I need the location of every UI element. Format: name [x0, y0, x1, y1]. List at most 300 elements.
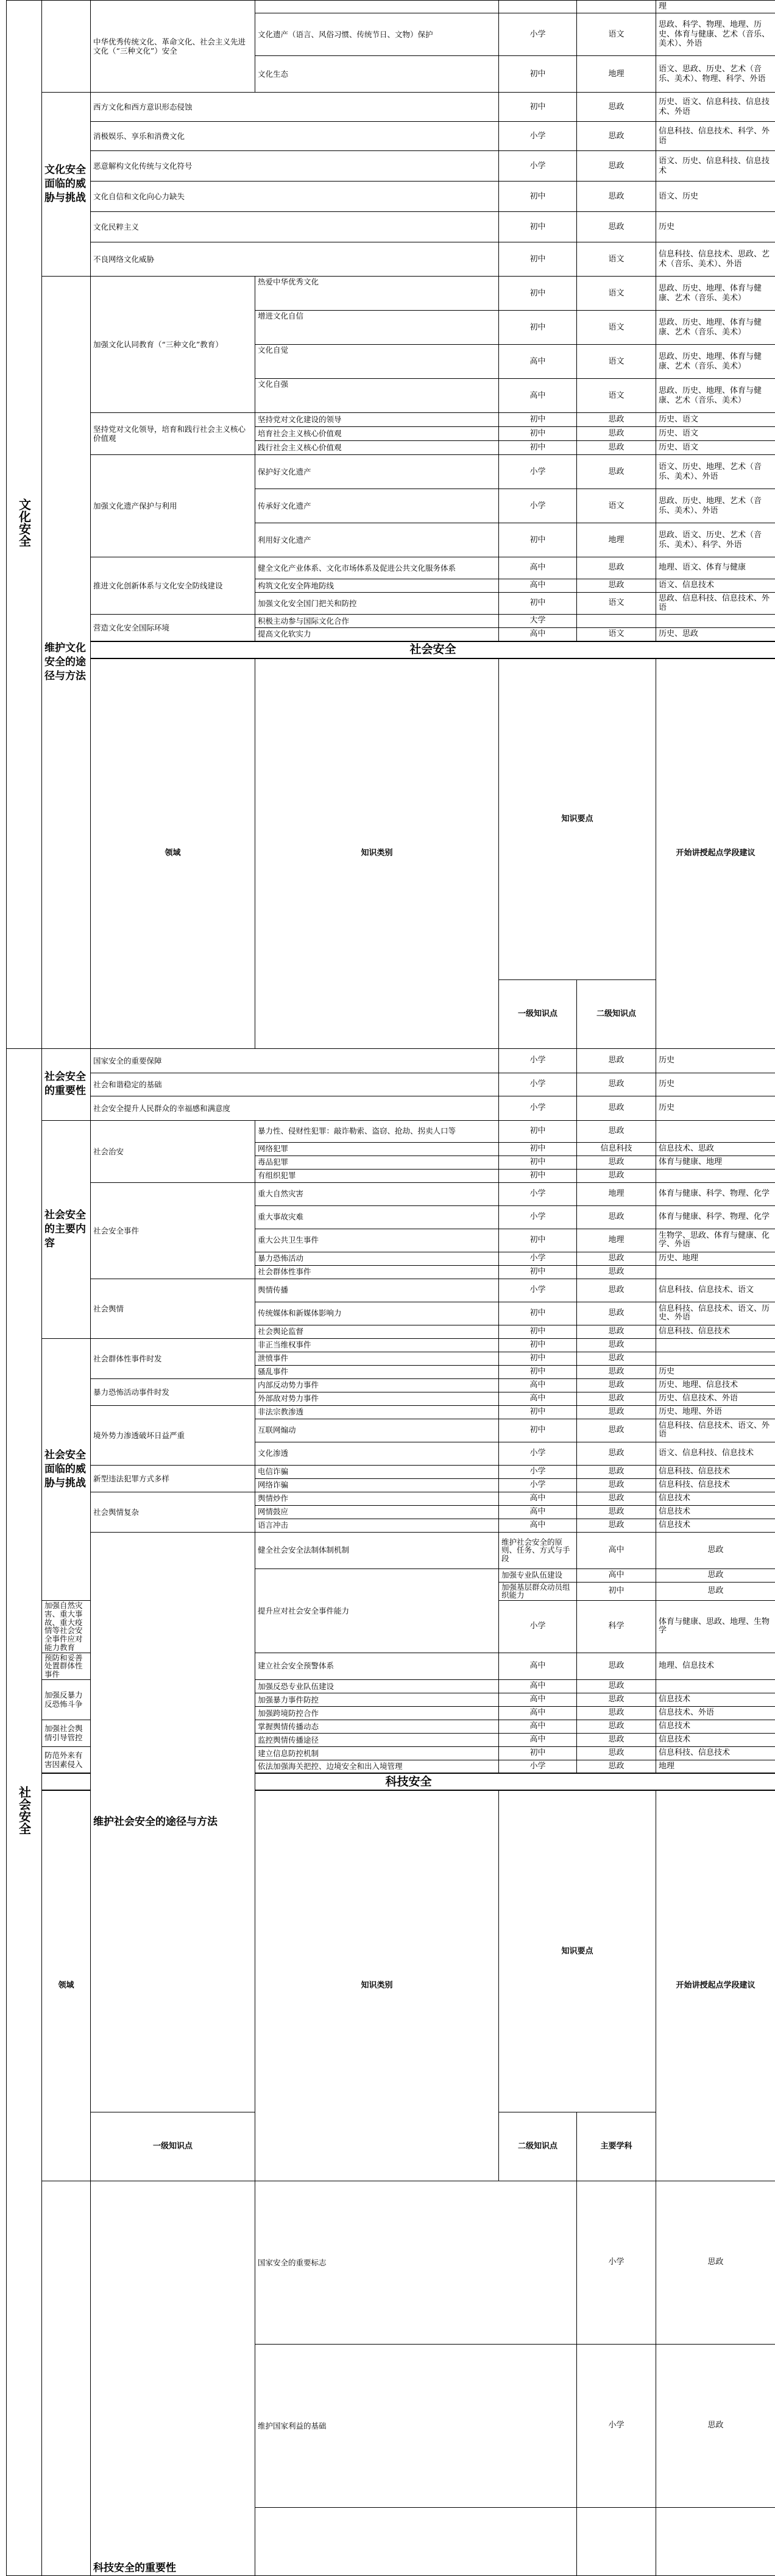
main-subject-cell: 思政: [656, 2181, 775, 2344]
category-cell: 维护社会安全的途径与方法: [91, 1532, 255, 2112]
main-subject-cell: 思政: [577, 1365, 656, 1378]
l1-cell: 文化民粹主义: [91, 212, 499, 242]
l2-cell: 掌握舆情传播动态: [255, 1720, 499, 1733]
l1-cell: 新型违法犯罪方式多样: [91, 1465, 255, 1492]
all-subject-cell: [656, 1169, 775, 1182]
stage-cell: 高中: [499, 1653, 577, 1679]
main-subject-cell: 语文: [577, 242, 656, 277]
main-subject-cell: 地理: [577, 56, 656, 93]
l2-cell: 网情鼓应: [255, 1505, 499, 1519]
stage-cell: 小学: [499, 455, 577, 489]
all-subject-cell: 信息科技、信息技术: [656, 1325, 775, 1338]
all-subject-cell: 历史、语文、信息科技、信息技术、外语: [656, 93, 775, 122]
stage-cell: 初中: [499, 427, 577, 441]
l2-cell: 加强反恐专业队伍建设: [255, 1679, 499, 1693]
stage-cell: 小学: [499, 1465, 577, 1478]
all-subject-cell: 历史: [656, 1073, 775, 1096]
l2-cell: 网络诈骗: [255, 1478, 499, 1492]
header-level2: 二级知识点: [499, 2112, 577, 2181]
main-subject-cell: 语文: [577, 277, 656, 311]
main-subject-cell: 思政: [577, 1679, 656, 1693]
all-subject-cell: [656, 1265, 775, 1279]
header-category: 知识类别: [255, 1790, 499, 2181]
main-subject-cell: 思政: [577, 1519, 656, 1532]
main-subject-cell: 语文: [577, 593, 656, 615]
l1-cell: 预防和妥善处置群体性事件: [42, 1653, 91, 1679]
main-subject-cell: 思政: [577, 1205, 656, 1229]
l2-cell: 监控舆情传播途径: [255, 1733, 499, 1746]
stage-cell: 小学: [499, 122, 577, 151]
l1-cell: 社会舆情: [91, 1279, 255, 1338]
stage-cell: 小学: [499, 1760, 577, 1773]
l1-cell: 坚持党对文化领导，培育和践行社会主义核心价值观: [91, 413, 255, 455]
main-subject-cell: 科学: [577, 1601, 656, 1653]
l2-cell: [255, 1, 499, 13]
l1-cell: 境外势力渗透破坏日益严重: [91, 1405, 255, 1465]
main-subject-cell: [577, 615, 656, 628]
stage-cell: 高中: [499, 628, 577, 641]
stage-cell: 初中: [499, 242, 577, 277]
stage-cell: 小学: [499, 1442, 577, 1465]
l1-cell: 维护国家利益的基础: [255, 2344, 577, 2507]
l2-cell: 文化自强: [255, 379, 499, 413]
l2-cell: 互联网煽动: [255, 1419, 499, 1442]
main-subject-cell: 思政: [577, 1505, 656, 1519]
stage-cell: 小学: [577, 2344, 656, 2507]
stage-cell: 小学: [499, 1478, 577, 1492]
all-subject-cell: 历史: [656, 1096, 775, 1120]
all-subject-cell: 思政、信息科技、信息技术、外语: [656, 593, 775, 615]
l2-cell: 舆情炒作: [255, 1492, 499, 1505]
all-subject-cell: 语文、信息技术: [656, 579, 775, 593]
stage-cell: 小学: [499, 1182, 577, 1205]
l2-cell: 构筑文化安全阵地防线: [255, 579, 499, 593]
all-subject-cell: 历史: [656, 212, 775, 242]
stage-cell: [577, 2507, 656, 2575]
category-cell: 社会安全的主要内容: [42, 1120, 91, 1338]
stage-cell: 高中: [499, 1392, 577, 1405]
all-subject-cell: 理: [656, 1, 775, 13]
all-subject-cell: 历史、语文: [656, 413, 775, 427]
main-subject-cell: 思政: [577, 1465, 656, 1478]
stage-cell: 小学: [577, 2181, 656, 2344]
header-stage: 开始讲授起点学段建议: [656, 1790, 775, 2181]
stage-cell: 初中: [499, 1120, 577, 1142]
all-subject-cell: 信息技术: [656, 1519, 775, 1532]
main-subject-cell: 地理: [577, 1182, 656, 1205]
stage-cell: 小学: [499, 13, 577, 56]
stage-cell: 小学: [499, 1073, 577, 1096]
header-points: 知识要点: [499, 658, 656, 980]
l2-cell: 骚乱事件: [255, 1365, 499, 1378]
l2-cell: 提高文化软实力: [255, 628, 499, 641]
l2-cell: 维护社会安全的原则、任务、方式与手段: [499, 1532, 577, 1569]
main-subject-cell: 思政: [577, 1279, 656, 1302]
all-subject-cell: 信息技术、思政: [656, 1142, 775, 1156]
l1-cell: 国家安全的重要标志: [255, 2181, 577, 2344]
all-subject-cell: [656, 1338, 775, 1352]
stage-cell: 初中: [499, 56, 577, 93]
main-subject-cell: 思政: [577, 1378, 656, 1392]
all-subject-cell: 体育与健康、地理: [656, 1156, 775, 1169]
stage-cell: 初中: [499, 311, 577, 345]
section-title: 社会安全: [91, 641, 775, 658]
l2-cell: 舆情传播: [255, 1279, 499, 1302]
all-subject-cell: 地理、语文、体育与健康: [656, 557, 775, 579]
all-subject-cell: 语文、信息科技、信息技术: [656, 1442, 775, 1465]
all-subject-cell: 语文、历史: [656, 182, 775, 212]
l2-cell: 加强基层群众动员组织能力: [499, 1582, 577, 1601]
main-subject-cell: 思政: [577, 455, 656, 489]
l2-cell: 非法宗教渗透: [255, 1405, 499, 1419]
l1-cell: 中华优秀传统文化、革命文化、社会主义先进文化（“三种文化”）安全: [91, 1, 255, 93]
all-subject-cell: 思政、历史、地理、体育与健康、艺术（音乐、美术）: [656, 277, 775, 311]
main-subject-cell: 语文: [577, 628, 656, 641]
l2-cell: 热爱中华优秀文化: [255, 277, 499, 311]
l2-cell: 传统媒体和新媒体影响力: [255, 1302, 499, 1325]
all-subject-cell: 生物学、思政、体育与健康、化学、外语: [656, 1229, 775, 1252]
l1-cell: 健全社会安全法制体制机制: [255, 1532, 499, 1569]
l2-cell: 利用好文化遗产: [255, 523, 499, 557]
stage-cell: 高中: [499, 1706, 577, 1720]
domain-culture: [7, 1, 42, 1049]
stage-cell: 高中: [499, 557, 577, 579]
stage-cell: 高中: [499, 579, 577, 593]
category-cell: 科技安全的重要性: [91, 2181, 255, 2575]
stage-cell: 小学: [499, 489, 577, 523]
l2-cell: 加强跨境防控合作: [255, 1706, 499, 1720]
stage-cell: 高中: [499, 1378, 577, 1392]
l2-cell: 内部反动势力事件: [255, 1378, 499, 1392]
l2-cell: 践行社会主义核心价值观: [255, 441, 499, 455]
main-subject-cell: 思政: [577, 1252, 656, 1265]
category-cell: [42, 1, 91, 93]
all-subject-cell: 语文、思政、历史、艺术（音乐、美术）、物理、科学、外语: [656, 56, 775, 93]
category-cell: 文化安全面临的威胁与挑战: [42, 93, 91, 277]
l2-cell: 建立社会安全预警体系: [255, 1653, 499, 1679]
all-subject-cell: 信息技术: [656, 1720, 775, 1733]
l2-cell: 保护好文化遗产: [255, 455, 499, 489]
header-level1: 一级知识点: [499, 980, 577, 1048]
all-subject-cell: 历史、思政: [656, 628, 775, 641]
l2-cell: 增进文化自信: [255, 311, 499, 345]
main-subject-cell: 思政: [577, 1733, 656, 1746]
main-subject-cell: 思政: [577, 1706, 656, 1720]
l2-cell: 重大公共卫生事件: [255, 1229, 499, 1252]
stage-cell: 高中: [499, 1720, 577, 1733]
all-subject-cell: 信息技术: [656, 1733, 775, 1746]
header-domain: 领域: [91, 658, 255, 1049]
l2-cell: 电信诈骗: [255, 1465, 499, 1478]
l2-cell: 培育社会主义核心价值观: [255, 427, 499, 441]
stage-cell: 初中: [499, 1365, 577, 1378]
main-subject-cell: 思政: [577, 1265, 656, 1279]
main-subject-cell: 思政: [577, 1325, 656, 1338]
l2-cell: 加强文化安全国门把关和防控: [255, 593, 499, 615]
l1-cell: 营造文化安全国际环境: [91, 615, 255, 641]
main-subject-cell: [656, 2507, 775, 2575]
header-category: 知识类别: [255, 658, 499, 1049]
l2-cell: 加强专业队伍建设: [499, 1569, 577, 1582]
all-subject-cell: [656, 615, 775, 628]
main-subject-cell: 思政: [577, 1419, 656, 1442]
all-subject-cell: 信息科技、信息技术、语文、外语: [656, 1419, 775, 1442]
main-subject-cell: 思政: [577, 1096, 656, 1120]
all-subject-cell: [656, 1679, 775, 1693]
l2-cell: 外部敌对势力事件: [255, 1392, 499, 1405]
domain-label: 文化安全: [16, 498, 32, 547]
l1-cell: 社会和谐稳定的基础: [91, 1073, 499, 1096]
stage-cell: 高中: [499, 1679, 577, 1693]
main-subject-cell: 思政: [577, 1478, 656, 1492]
main-subject-cell: 思政: [577, 1760, 656, 1773]
category-cell: 社会安全的重要性: [42, 1048, 91, 1120]
l1-cell: 社会安全事件: [91, 1182, 255, 1279]
main-subject-cell: 思政: [577, 1156, 656, 1169]
all-subject-cell: 历史、地理、信息技术: [656, 1378, 775, 1392]
l1-cell: 消极娱乐、享乐和消费文化: [91, 122, 499, 151]
stage-cell: 初中: [499, 93, 577, 122]
stage-cell: 小学: [499, 1205, 577, 1229]
l1-cell: 社会舆情复杂: [91, 1492, 255, 1532]
l1-cell: 加强文化认同教育（“三种文化”教育）: [91, 277, 255, 413]
l1-cell: 国家安全的重要保障: [91, 1048, 499, 1073]
all-subject-cell: 历史、地理、外语: [656, 1405, 775, 1419]
l1-cell: 社会治安: [91, 1120, 255, 1182]
main-subject-cell: 思政: [577, 557, 656, 579]
l2-cell: 暴力性、侵财性犯罪：敲诈勒索、盗窃、抢劫、拐卖人口等: [255, 1120, 499, 1142]
stage-cell: 初中: [499, 1419, 577, 1442]
header-domain: 领域: [42, 1790, 91, 2181]
all-subject-cell: 思政、语文、历史、艺术（音乐、美术）、科学、外语: [656, 523, 775, 557]
stage-cell: 初中: [499, 413, 577, 427]
all-subject-cell: 信息技术: [656, 1693, 775, 1706]
all-subject-cell: 信息技术: [656, 1492, 775, 1505]
all-subject-cell: [656, 1352, 775, 1365]
stage-cell: 初中: [577, 1582, 656, 1601]
stage-cell: 高中: [499, 1492, 577, 1505]
all-subject-cell: 信息科技、信息技术: [656, 1465, 775, 1478]
header-stage: 开始讲授起点学段建议: [656, 658, 775, 1049]
l2-cell: 文化生态: [255, 56, 499, 93]
stage-cell: 初中: [499, 523, 577, 557]
l1-cell: 加强文化遗产保护与利用: [91, 455, 255, 557]
all-subject-cell: 信息科技、信息技术、科学、外语: [656, 122, 775, 151]
stage-cell: 高中: [499, 1693, 577, 1706]
l2-cell: 非正当维权事件: [255, 1338, 499, 1352]
main-subject-cell: 思政: [577, 1338, 656, 1352]
main-subject-cell: 思政: [577, 212, 656, 242]
category-cell: 维护文化安全的途径与方法: [42, 277, 91, 1049]
all-subject-cell: 历史、信息技术、外语: [656, 1392, 775, 1405]
main-subject-cell: 思政: [656, 1532, 775, 1569]
l2-cell: 毒品犯罪: [255, 1156, 499, 1169]
l1-cell: 防范外来有害因素侵入: [42, 1746, 91, 1773]
main-subject-cell: 语文: [577, 379, 656, 413]
stage-cell: 初中: [499, 1746, 577, 1760]
stage-cell: 初中: [499, 1338, 577, 1352]
main-subject-cell: 思政: [577, 1352, 656, 1365]
l2-cell: 加强暴力事件防控: [255, 1693, 499, 1706]
all-subject-cell: 历史、语文: [656, 441, 775, 455]
l1-cell: 恶意解构文化传统与文化符号: [91, 151, 499, 182]
all-subject-cell: 地理、信息技术: [656, 1653, 775, 1679]
l2-cell: 社会舆论监督: [255, 1325, 499, 1338]
stage-cell: 高中: [499, 345, 577, 379]
main-subject-cell: [577, 1, 656, 13]
l2-cell: 暴力恐怖活动: [255, 1252, 499, 1265]
l2-cell: 建立信息防控机制: [255, 1746, 499, 1760]
all-subject-cell: 体育与健康、思政、地理、生物学: [656, 1601, 775, 1653]
stage-cell: 小学: [499, 1252, 577, 1265]
all-subject-cell: 体育与健康、科学、物理、化学: [656, 1205, 775, 1229]
main-subject-cell: 思政: [656, 1582, 775, 1601]
main-subject-cell: 思政: [577, 441, 656, 455]
main-subject-cell: 思政: [577, 579, 656, 593]
l2-cell: 有组织犯罪: [255, 1169, 499, 1182]
l2-cell: 积极主动参与国际文化合作: [255, 615, 499, 628]
main-subject-cell: 思政: [577, 1693, 656, 1706]
stage-cell: 小学: [499, 1279, 577, 1302]
main-subject-cell: 思政: [577, 1302, 656, 1325]
main-subject-cell: 思政: [577, 122, 656, 151]
stage-cell: 高中: [577, 1569, 656, 1582]
all-subject-cell: 思政、历史、地理、艺术（音乐、美术）、外语: [656, 489, 775, 523]
l2-cell: 坚持党对文化建设的领导: [255, 413, 499, 427]
header-main: 主要学科: [577, 2112, 656, 2181]
stage-cell: 初中: [499, 1352, 577, 1365]
all-subject-cell: 信息科技、信息技术: [656, 1478, 775, 1492]
all-subject-cell: 语文、历史、信息科技、信息技术: [656, 151, 775, 182]
l2-cell: 文化遗产（语言、风俗习惯、传统节日、文物）保护: [255, 13, 499, 56]
l2-cell: 语言冲击: [255, 1519, 499, 1532]
stage-cell: 初中: [499, 1229, 577, 1252]
stage-cell: 小学: [499, 1096, 577, 1120]
all-subject-cell: 信息科技、信息技术、语文: [656, 1279, 775, 1302]
l2-cell: 文化自觉: [255, 345, 499, 379]
l2-cell: 传承好文化遗产: [255, 489, 499, 523]
main-subject-cell: 思政: [577, 1746, 656, 1760]
stage-cell: 初中: [499, 1302, 577, 1325]
l1-cell: 推进文化创新体系与文化安全防线建设: [91, 557, 255, 615]
all-subject-cell: 历史: [656, 1365, 775, 1378]
l2-cell: 重大事故灾难: [255, 1205, 499, 1229]
main-subject-cell: 思政: [577, 182, 656, 212]
l1-cell: 不良网络文化威胁: [91, 242, 499, 277]
main-subject-cell: 思政: [577, 1120, 656, 1142]
stage-cell: 初中: [499, 1325, 577, 1338]
all-subject-cell: 地理: [656, 1760, 775, 1773]
main-subject-cell: 思政: [656, 2344, 775, 2507]
stage-cell: 小学: [499, 1601, 577, 1653]
stage-cell: 初中: [499, 441, 577, 455]
stage-cell: 初中: [499, 1265, 577, 1279]
header-level1: 一级知识点: [91, 2112, 255, 2181]
main-subject-cell: 思政: [577, 413, 656, 427]
l1-cell: 加强社会舆情引导管控: [42, 1720, 91, 1746]
stage-cell: 初中: [499, 1169, 577, 1182]
l2-cell: 网络犯罪: [255, 1142, 499, 1156]
main-subject-cell: 语文: [577, 489, 656, 523]
all-subject-cell: 思政、历史、地理、体育与健康、艺术（音乐、美术）: [656, 345, 775, 379]
main-subject-cell: 思政: [656, 1569, 775, 1582]
main-subject-cell: 思政: [577, 93, 656, 122]
all-subject-cell: 思政、历史、地理、体育与健康、艺术（音乐、美术）: [656, 311, 775, 345]
all-subject-cell: 历史、语文: [656, 427, 775, 441]
all-subject-cell: 信息科技、信息技术: [656, 1746, 775, 1760]
all-subject-cell: 信息技术: [656, 1505, 775, 1519]
domain-tech: [42, 2181, 91, 2575]
main-subject-cell: 思政: [577, 1048, 656, 1073]
all-subject-cell: 历史: [656, 1048, 775, 1073]
stage-cell: 高中: [499, 379, 577, 413]
stage-cell: 初中: [499, 1142, 577, 1156]
l2-cell: 依法加强海关把控、边境安全和出入境管理: [255, 1760, 499, 1773]
main-subject-cell: 思政: [577, 1442, 656, 1465]
knowledge-table: [6, 0, 775, 2576]
l1-cell: 西方文化和西方意识形态侵蚀: [91, 93, 499, 122]
l2-cell: 文化渗透: [255, 1442, 499, 1465]
main-subject-cell: 思政: [577, 1653, 656, 1679]
l2-cell: 社会群体性事件: [255, 1265, 499, 1279]
main-subject-cell: 思政: [577, 1169, 656, 1182]
all-subject-cell: [656, 1120, 775, 1142]
stage-cell: 初中: [499, 182, 577, 212]
l1-cell: [255, 2507, 577, 2575]
stage-cell: 初中: [499, 1405, 577, 1419]
stage-cell: 初中: [499, 212, 577, 242]
main-subject-cell: 思政: [577, 1073, 656, 1096]
stage-cell: 小学: [499, 1048, 577, 1073]
stage-cell: 初中: [499, 277, 577, 311]
stage-cell: 大学: [499, 615, 577, 628]
l1-cell: 暴力恐怖活动事件时发: [91, 1378, 255, 1405]
l1-cell: 加强反暴力反恐怖斗争: [42, 1679, 91, 1720]
l1-cell: 社会安全提升人民群众的幸福感和满意度: [91, 1096, 499, 1120]
l1-cell: 文化自信和文化向心力缺失: [91, 182, 499, 212]
stage-cell: [499, 1, 577, 13]
stage-cell: 高中: [499, 1733, 577, 1746]
main-subject-cell: 语文: [577, 13, 656, 56]
main-subject-cell: 地理: [577, 1229, 656, 1252]
main-subject-cell: 地理: [577, 523, 656, 557]
stage-cell: 初中: [499, 593, 577, 615]
main-subject-cell: 思政: [577, 1492, 656, 1505]
l1-cell: 社会群体性事件时发: [91, 1338, 255, 1378]
l1-cell: 提升应对社会安全事件能力: [255, 1569, 499, 1653]
l2-cell: 加强自然灾害、重大事故、重大疫情等社会安全事件应对能力教育: [42, 1601, 91, 1653]
all-subject-cell: 历史、地理: [656, 1252, 775, 1265]
stage-cell: 高中: [499, 1519, 577, 1532]
all-subject-cell: 信息科技、信息技术、语文、历史、外语: [656, 1302, 775, 1325]
main-subject-cell: 思政: [577, 1720, 656, 1733]
main-subject-cell: 语文: [577, 311, 656, 345]
main-subject-cell: 语文: [577, 345, 656, 379]
main-subject-cell: 思政: [577, 151, 656, 182]
main-subject-cell: 思政: [577, 1392, 656, 1405]
stage-cell: 高中: [577, 1532, 656, 1569]
main-subject-cell: 思政: [577, 427, 656, 441]
all-subject-cell: 思政、科学、物理、地理、历史、体育与健康、艺术（音乐、美术）、外语: [656, 13, 775, 56]
main-subject-cell: 信息科技: [577, 1142, 656, 1156]
all-subject-cell: 信息科技、信息技术、思政、艺术（音乐、美术）、外语: [656, 242, 775, 277]
section-title: 科技安全: [42, 1773, 775, 1790]
all-subject-cell: 语文、历史、地理、艺术（音乐、美术）、外语: [656, 455, 775, 489]
l2-cell: 健全文化产业体系、文化市场体系及促进公共文化服务体系: [255, 557, 499, 579]
category-cell: 社会安全面临的威胁与挑战: [42, 1338, 91, 1601]
all-subject-cell: 体育与健康、科学、物理、化学: [656, 1182, 775, 1205]
stage-cell: 小学: [499, 151, 577, 182]
